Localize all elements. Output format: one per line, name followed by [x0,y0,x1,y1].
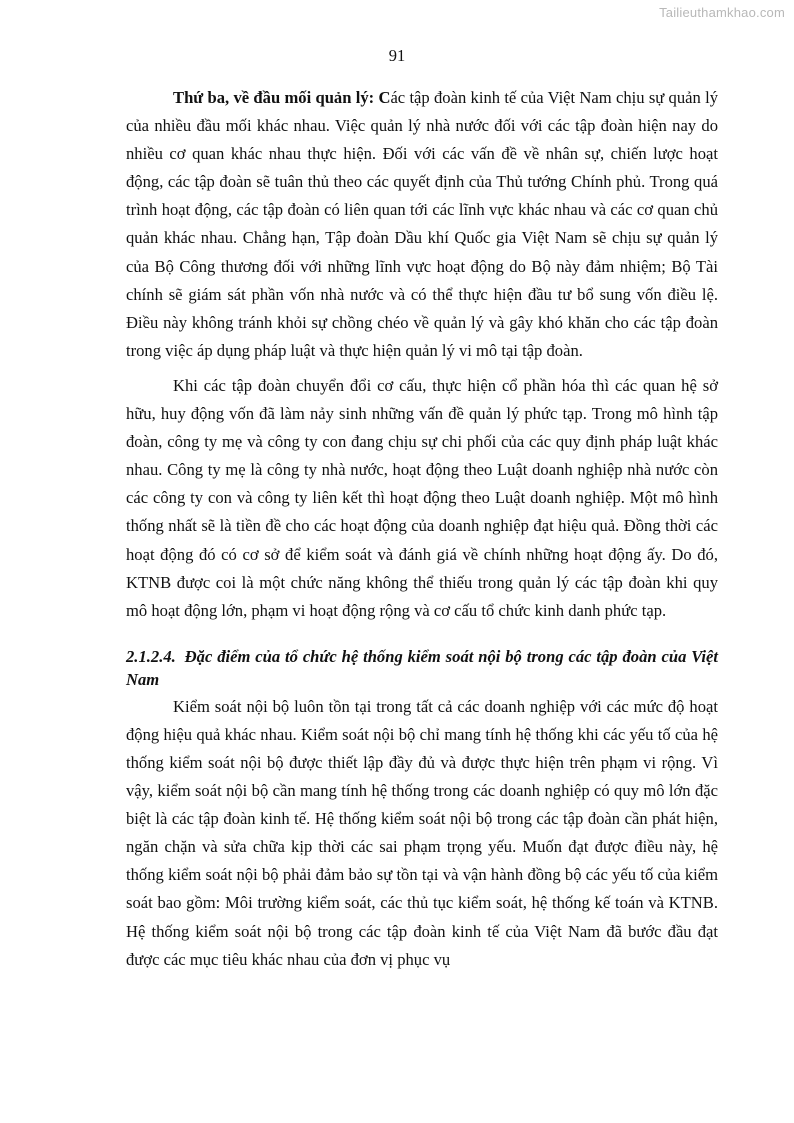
paragraph-2: Khi các tập đoàn chuyển đổi cơ cấu, thực hiện cổ phần hóa thì các quan hệ sở hữu, huy động vốn đã làm nảy sinh những vấn đề quản lý phức tạp. Trong mô hình tập đoàn, công ty mẹ và công ty con đang chịu sự chi phối của các quy định pháp luật khác nhau. Công ty mẹ là công ty nhà nước, hoạt động theo Luật doanh nghiệp nhà nước còn các công ty con và công ty liên kết thì hoạt động theo Luật doanh nghiệp. Một mô hình thống nhất sẽ là tiền đề cho các hoạt động của doanh nghiệp đạt hiệu quả. Đồng thời các hoạt động đó có cơ sở để kiểm soát và đánh giá về chính những hoạt động ấy. Do đó, KTNB được coi là một chức năng không thể thiếu trong quản lý các tập đoàn khi quy mô hoạt động lớn, phạm vi hoạt động rộng và cơ cấu tổ chức kinh danh phức tạp. [126,375,718,620]
paragraph-1-lead: Thứ ba, về đầu mối quản lý: C [173,88,391,107]
page-number: 91 [388,46,406,65]
watermark: Tailieuthamkhao.com [659,5,785,20]
paragraph-1 [126,84,718,365]
paragraph-3: Kiểm soát nội bộ luôn tồn tại trong tất cả các doanh nghiệp với các mức độ hoạt động hiệu quả khác nhau. Kiểm soát nội bộ chỉ mang tính hệ thống khi các yếu tố của hệ thống kiểm soát nội bộ được thiết lập đầy đủ và được thực hiện trên phạm vi rộng. Vì vậy, kiểm soát nội bộ cần mang tính hệ thống trong các doanh nghiệp có quy mô lớn đặc biệt là các tập đoàn kinh tế. Hệ thống kiểm soát nội bộ trong các tập đoàn cần phát hiện, ngăn chặn và sửa chữa kịp thời các sai phạm trọng yếu. Muốn đạt được điều này, hệ thống kiểm soát nội bộ phải đảm bảo sự tồn tại và vận hành đồng bộ các yếu tố của kiểm soát bao gồm: Môi trường kiểm soát, các thủ tục kiểm soát, hệ thống kế toán và KTNB. Hệ thống kiểm soát nội bộ trong các tập đoàn kinh tế của Việt Nam đã bước đầu đạt được các mục tiêu khác nhau của đơn vị phục vụ [126,696,718,969]
section-heading [126,645,718,691]
section-number: 2.1.2.4. [126,646,176,666]
paragraph-1-text: ác tập đoàn kinh tế của Việt Nam chịu sự quản lý của nhiều đầu mối khác nhau. Việc quản lý nhà nước đối với các tập đoàn hiện nay do nhiều cơ quan khác nhau thực hiện. Đối với các vấn đề về nhân sự, chiến lược hoạt động, các tập đoàn sẽ tuân thủ theo các quyết định của Thủ tướng Chính phủ. Trong quá trình hoạt động, các tập đoàn có liên quan tới các lĩnh vực khác nhau và các cơ quan chủ quản khác nhau. Chẳng hạn, Tập đoàn Dầu khí Quốc gia Việt Nam sẽ chịu sự quản lý của Bộ Công thương đối với những lĩnh vực hoạt động do Bộ này đảm nhiệm; Bộ Tài chính sẽ giám sát phần vốn nhà nước và có thể thực hiện đầu tư bổ sung vốn điều lệ. Điều này không tránh khỏi sự chồng chéo về quản lý và gây khó khăn cho các tập đoàn trong việc áp dụng pháp luật và thực hiện quản lý vi mô tại tập đoàn. [126,88,718,360]
page-body [126,84,718,974]
section-title: Đặc điểm của tổ chức hệ thống kiểm soát nội bộ trong các tập đoàn của Việt Nam [126,646,718,689]
